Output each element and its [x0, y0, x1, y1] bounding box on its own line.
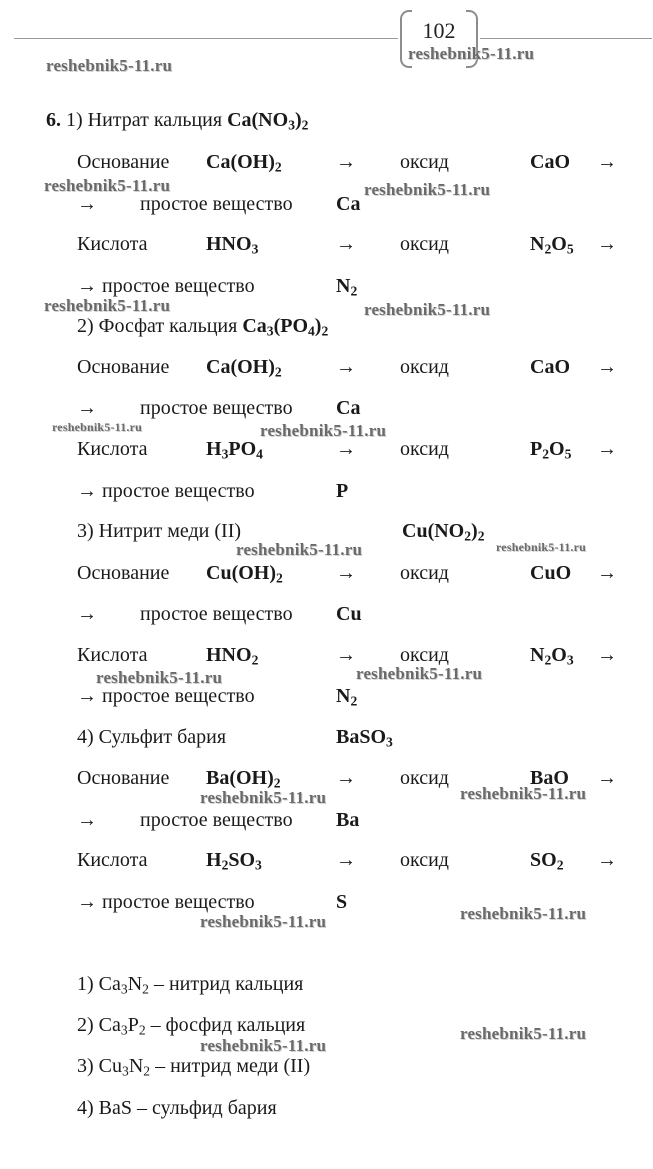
oxide-label: оксид	[400, 644, 449, 666]
acid-label: Кислота	[77, 644, 148, 666]
watermark: reshebnik5-11.ru	[96, 668, 223, 687]
arrow: →	[597, 233, 617, 255]
oxide-formula: CuO	[530, 562, 572, 584]
arrow: →	[77, 809, 97, 831]
oxide-formula: $P_2O_5$	[530, 438, 572, 462]
watermark: reshebnik5-11.ru	[364, 300, 491, 319]
base-formula: $Ba(OH)_2$	[206, 767, 281, 791]
oxide-label: оксид	[400, 151, 449, 173]
section-title: 2) Фосфат кальция	[77, 315, 238, 337]
simple-substance-label: простое вещество	[140, 603, 293, 625]
simple-substance-formula: $N_2$	[336, 275, 358, 299]
arrow: →	[77, 603, 97, 625]
watermark: reshebnik5-11.ru	[200, 788, 327, 807]
answer-line: 4) BaS – сульфид бария	[77, 1097, 277, 1119]
arrow: →	[597, 562, 617, 584]
arrow: →	[336, 767, 356, 789]
section-heading	[77, 315, 329, 339]
simple-substance-label: простое вещество	[140, 809, 293, 831]
arrow: →	[597, 151, 617, 173]
acid-label: Кислота	[77, 438, 148, 460]
simple-substance-label: простое вещество	[140, 193, 293, 215]
acid-formula: $HNO_3$	[206, 233, 259, 257]
watermark: reshebnik5-11.ru	[46, 56, 173, 75]
simple-substance-label: → простое вещество	[77, 275, 255, 297]
salt-formula: $Cu(NO_2)_2$	[402, 520, 485, 544]
arrow: →	[336, 562, 356, 584]
arrow: →	[597, 767, 617, 789]
simple-substance-label: → простое вещество	[77, 891, 255, 913]
watermark: reshebnik5-11.ru	[52, 420, 142, 434]
oxide-label: оксид	[400, 767, 449, 789]
base-label: Основание	[77, 562, 170, 584]
simple-substance-formula: S	[336, 891, 348, 913]
arrow: →	[77, 397, 97, 419]
watermark: reshebnik5-11.ru	[408, 44, 535, 63]
answer-line: 1) $Ca_3N_2$ – нитрид кальция	[77, 973, 304, 997]
watermark: reshebnik5-11.ru	[460, 784, 587, 803]
simple-substance-formula: Cu	[336, 603, 362, 625]
arrow: →	[336, 233, 356, 255]
watermark: reshebnik5-11.ru	[236, 540, 363, 559]
arrow: →	[336, 438, 356, 460]
watermark: reshebnik5-11.ru	[356, 664, 483, 683]
simple-substance-formula: Ca	[336, 193, 361, 215]
salt-formula: BaSO$_3$	[336, 726, 393, 750]
page-number: 102	[422, 18, 456, 43]
watermark: reshebnik5-11.ru	[496, 540, 586, 554]
arrow: →	[336, 849, 356, 871]
oxide-formula: $N_2O_3$	[530, 644, 574, 668]
simple-substance-formula: $N_2$	[336, 685, 358, 709]
watermark: reshebnik5-11.ru	[460, 904, 587, 923]
watermark: reshebnik5-11.ru	[44, 176, 171, 195]
base-formula: $Ca(OH)_2$	[206, 356, 282, 380]
oxide-formula: CaO	[530, 356, 570, 378]
simple-substance-formula: P	[336, 480, 349, 502]
answer-line: 3) $Cu_3N_2$ – нитрид меди (II)	[77, 1055, 311, 1079]
oxide-label: оксид	[400, 356, 449, 378]
oxide-label: оксид	[400, 562, 449, 584]
base-label: Основание	[77, 356, 170, 378]
answer-line: 2) $Ca_3P_2$ – фосфид кальция	[77, 1014, 306, 1038]
salt-formula: $Ca(NO_3)_2$	[227, 109, 309, 133]
simple-substance-label: простое вещество	[140, 397, 293, 419]
base-formula: $Ca(OH)_2$	[206, 151, 282, 175]
watermark: reshebnik5-11.ru	[460, 1024, 587, 1043]
arrow: →	[336, 151, 356, 173]
section-title: 1) Нитрат кальция	[66, 109, 223, 131]
header-rule-left	[14, 38, 398, 39]
task-number: 6.	[46, 109, 61, 131]
acid-formula: $H_3PO_4$	[206, 438, 263, 462]
oxide-label: оксид	[400, 849, 449, 871]
section-heading	[46, 109, 309, 133]
watermark: reshebnik5-11.ru	[260, 421, 387, 440]
simple-substance-formula: Ca	[336, 397, 361, 419]
oxide-label: оксид	[400, 438, 449, 460]
arrow: →	[77, 193, 97, 215]
acid-label: Кислота	[77, 849, 148, 871]
arrow: →	[597, 438, 617, 460]
oxide-label: оксид	[400, 233, 449, 255]
arrow: →	[336, 644, 356, 666]
watermark: reshebnik5-11.ru	[200, 912, 327, 931]
simple-substance-label: → простое вещество	[77, 480, 255, 502]
simple-substance-formula: Ba	[336, 809, 360, 831]
arrow: →	[597, 644, 617, 666]
arrow: →	[597, 356, 617, 378]
section-title: 3) Нитрит меди (II)	[77, 520, 242, 542]
arrow: →	[597, 849, 617, 871]
oxide-formula: BaO	[530, 767, 569, 789]
arrow: →	[336, 356, 356, 378]
acid-formula: $H_2SO_3$	[206, 849, 262, 873]
oxide-formula: CaO	[530, 151, 570, 173]
watermark: reshebnik5-11.ru	[200, 1036, 327, 1055]
oxide-formula: $N_2O_5$	[530, 233, 574, 257]
section-title: 4) Сульфит бария	[77, 726, 227, 748]
simple-substance-label: → простое вещество	[77, 685, 255, 707]
watermark: reshebnik5-11.ru	[44, 296, 171, 315]
watermark: reshebnik5-11.ru	[364, 180, 491, 199]
acid-label: Кислота	[77, 233, 148, 255]
oxide-formula: $SO_2$	[530, 849, 564, 873]
base-formula: $Cu(OH)_2$	[206, 562, 283, 586]
base-label: Основание	[77, 151, 170, 173]
header-rule-right	[480, 38, 652, 39]
acid-formula: $HNO_2$	[206, 644, 259, 668]
base-label: Основание	[77, 767, 170, 789]
salt-formula: $Ca_3(PO_4)_2$	[242, 315, 329, 339]
